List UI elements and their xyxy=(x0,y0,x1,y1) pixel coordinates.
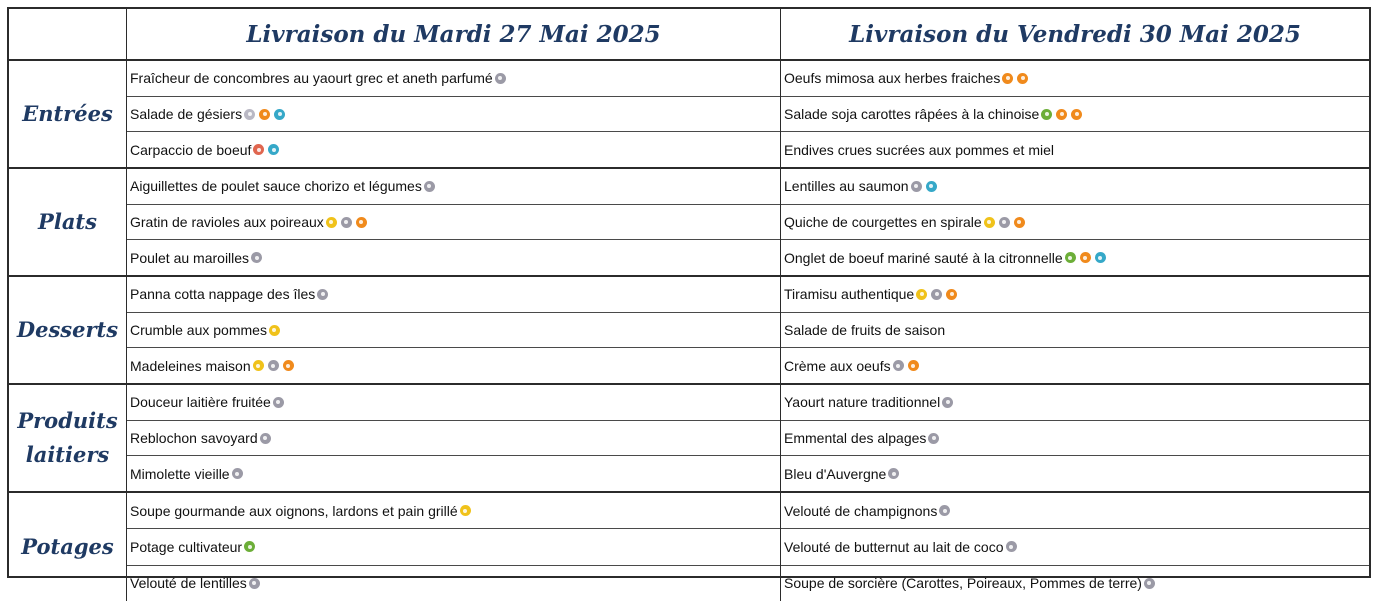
category-label: Desserts xyxy=(9,277,127,385)
allergen-icons xyxy=(317,289,328,300)
dish-row xyxy=(127,131,780,167)
dish-name: Quiche de courgettes en spirale xyxy=(784,214,982,230)
dish-name: Crème aux oeufs xyxy=(784,357,891,374)
dairy-icon xyxy=(1144,578,1155,589)
teal-allergen-icon xyxy=(274,109,285,120)
dish-name: Lentilles au saumon xyxy=(784,178,909,195)
orange-allergen-icon xyxy=(283,360,294,371)
dish-name: Crumble aux pommes xyxy=(130,322,267,338)
egg-icon xyxy=(253,360,264,371)
dairy-icon xyxy=(424,181,435,192)
tuesday-category-column xyxy=(127,169,781,277)
egg-icon xyxy=(326,217,337,228)
allergen-icons xyxy=(249,578,260,589)
friday-category-column xyxy=(781,493,1369,601)
green-allergen-icon xyxy=(1041,109,1052,120)
dairy-icon xyxy=(931,289,942,300)
dairy-icon xyxy=(893,360,904,371)
orange-allergen-icon xyxy=(1056,109,1067,120)
allergen-icons xyxy=(244,541,255,552)
dish-row xyxy=(781,420,1369,456)
dish-name: Soupe de sorcière (Carottes, Poireaux, Pommes de terre) xyxy=(784,575,1142,592)
allergen-icons xyxy=(1065,252,1106,263)
teal-allergen-icon xyxy=(926,181,937,192)
allergen-icons xyxy=(1002,73,1028,84)
friday-category-column xyxy=(781,61,1369,169)
header-corner xyxy=(9,9,127,61)
dairy-icon xyxy=(260,433,271,444)
dish-row xyxy=(781,96,1369,132)
allergen-icons xyxy=(888,468,899,479)
dish-row xyxy=(781,169,1369,204)
egg-icon xyxy=(916,289,927,300)
category-label: Potages xyxy=(9,493,127,601)
dish-row xyxy=(781,131,1369,167)
dish-name: Bleu d'Auvergne xyxy=(784,465,887,482)
allergen-icons xyxy=(273,397,284,408)
orange-allergen-icon xyxy=(259,109,270,120)
dairy-icon xyxy=(928,433,939,444)
dish-name: Madeleines maison xyxy=(130,357,251,374)
tuesday-category-column xyxy=(127,61,781,169)
dish-name: Poulet au maroilles xyxy=(130,249,250,266)
dairy-icon xyxy=(911,181,922,192)
dairy-icon xyxy=(942,397,953,408)
dairy-icon xyxy=(249,578,260,589)
dish-row xyxy=(127,347,780,383)
dish-name: Douceur laitière fruitée xyxy=(130,394,271,411)
sesame-icon xyxy=(244,109,255,120)
allergen-icons xyxy=(244,109,285,120)
menu-table xyxy=(7,7,1371,592)
dish-name: Velouté de lentilles xyxy=(130,575,247,592)
dish-row xyxy=(781,528,1369,564)
dish-row xyxy=(127,239,780,275)
egg-icon xyxy=(269,325,280,336)
friday-delivery-title: Livraison du Vendredi 30 Mai 2025 xyxy=(781,9,1369,61)
red-allergen-icon xyxy=(253,144,264,155)
dish-row xyxy=(781,204,1369,240)
dish-name: Mimolette vieille xyxy=(130,465,230,482)
dish-name: Oeufs mimosa aux herbes fraiches xyxy=(784,70,1001,87)
dish-name: Carpaccio de boeuf xyxy=(130,141,252,158)
dish-row xyxy=(127,528,780,564)
dish-name: Reblochon savoyard xyxy=(130,430,258,446)
dish-row xyxy=(781,565,1369,601)
egg-icon xyxy=(460,505,471,516)
dish-row xyxy=(127,565,780,601)
orange-allergen-icon xyxy=(908,360,919,371)
dairy-icon xyxy=(232,468,243,479)
dish-row xyxy=(781,493,1369,528)
dish-name: Fraîcheur de concombres au yaourt grec et aneth parfumé xyxy=(130,70,493,87)
dairy-icon xyxy=(317,289,328,300)
green-allergen-icon xyxy=(244,541,255,552)
dish-name: Salade de fruits de saison xyxy=(784,322,946,338)
orange-allergen-icon xyxy=(1080,252,1091,263)
dish-name: Salade soja carottes râpées à la chinoise xyxy=(784,106,1040,122)
dish-name: Soupe gourmande aux oignons, lardons et pain grillé xyxy=(130,502,458,519)
dish-name: Gratin de ravioles aux poireaux xyxy=(130,214,324,230)
allergen-icons xyxy=(251,252,262,263)
dairy-icon xyxy=(1006,541,1017,552)
dish-name: Potage cultivateur xyxy=(130,538,243,555)
teal-allergen-icon xyxy=(268,144,279,155)
category-label: Produits laitiers xyxy=(9,385,127,493)
dish-row xyxy=(127,169,780,204)
dish-name: Salade de gésiers xyxy=(130,106,243,122)
dish-name: Panna cotta nappage des îles xyxy=(130,286,316,303)
dish-name: Aiguillettes de poulet sauce chorizo et légumes xyxy=(130,178,422,195)
allergen-icons xyxy=(916,289,957,300)
orange-allergen-icon xyxy=(946,289,957,300)
dish-row xyxy=(781,312,1369,348)
dish-name: Velouté de champignons xyxy=(784,502,938,519)
green-allergen-icon xyxy=(1065,252,1076,263)
category-label: Plats xyxy=(9,169,127,277)
allergen-icons xyxy=(1144,578,1155,589)
dish-name: Endives crues sucrées aux pommes et miel xyxy=(784,141,1054,158)
allergen-icons xyxy=(269,325,280,336)
allergen-icons xyxy=(939,505,950,516)
allergen-icons xyxy=(260,433,271,444)
dish-name: Emmental des alpages xyxy=(784,430,927,446)
allergen-icons xyxy=(424,181,435,192)
dish-row xyxy=(781,61,1369,96)
category-label: Entrées xyxy=(9,61,127,169)
dairy-icon xyxy=(939,505,950,516)
orange-allergen-icon xyxy=(1071,109,1082,120)
dairy-icon xyxy=(341,217,352,228)
dish-row xyxy=(127,493,780,528)
dish-name: Yaourt nature traditionnel xyxy=(784,394,941,411)
dish-row xyxy=(781,385,1369,420)
menu-grid xyxy=(9,9,1369,592)
allergen-icons xyxy=(253,144,279,155)
dish-row xyxy=(127,420,780,456)
allergen-icons xyxy=(984,217,1025,228)
dish-row xyxy=(127,277,780,312)
dish-row xyxy=(127,96,780,132)
allergen-icons xyxy=(495,73,506,84)
dairy-icon xyxy=(495,73,506,84)
dish-row xyxy=(127,204,780,240)
allergen-icons xyxy=(893,360,919,371)
dish-row xyxy=(781,455,1369,491)
dish-row xyxy=(127,312,780,348)
dairy-icon xyxy=(268,360,279,371)
orange-allergen-icon xyxy=(1014,217,1025,228)
allergen-icons xyxy=(911,181,937,192)
tuesday-category-column xyxy=(127,277,781,385)
dairy-icon xyxy=(888,468,899,479)
dairy-icon xyxy=(251,252,262,263)
allergen-icons xyxy=(1006,541,1017,552)
dish-row xyxy=(781,277,1369,312)
friday-category-column xyxy=(781,277,1369,385)
egg-icon xyxy=(984,217,995,228)
orange-allergen-icon xyxy=(1017,73,1028,84)
allergen-icons xyxy=(928,433,939,444)
tuesday-category-column xyxy=(127,493,781,601)
dish-row xyxy=(781,239,1369,275)
dairy-icon xyxy=(273,397,284,408)
dish-name: Tiramisu authentique xyxy=(784,286,915,303)
allergen-icons xyxy=(942,397,953,408)
dish-row xyxy=(127,385,780,420)
allergen-icons xyxy=(326,217,367,228)
allergen-icons xyxy=(460,505,471,516)
friday-category-column xyxy=(781,385,1369,493)
dish-name: Velouté de butternut au lait de coco xyxy=(784,538,1004,555)
tuesday-delivery-title: Livraison du Mardi 27 Mai 2025 xyxy=(127,9,781,61)
orange-allergen-icon xyxy=(356,217,367,228)
dish-row xyxy=(127,455,780,491)
dish-row xyxy=(781,347,1369,383)
dish-name: Onglet de boeuf mariné sauté à la citronnelle xyxy=(784,249,1063,266)
dairy-icon xyxy=(999,217,1010,228)
allergen-icons xyxy=(1041,109,1082,120)
allergen-icons xyxy=(253,360,294,371)
orange-allergen-icon xyxy=(1002,73,1013,84)
dish-row xyxy=(127,61,780,96)
tuesday-category-column xyxy=(127,385,781,493)
friday-category-column xyxy=(781,169,1369,277)
allergen-icons xyxy=(232,468,243,479)
teal-allergen-icon xyxy=(1095,252,1106,263)
